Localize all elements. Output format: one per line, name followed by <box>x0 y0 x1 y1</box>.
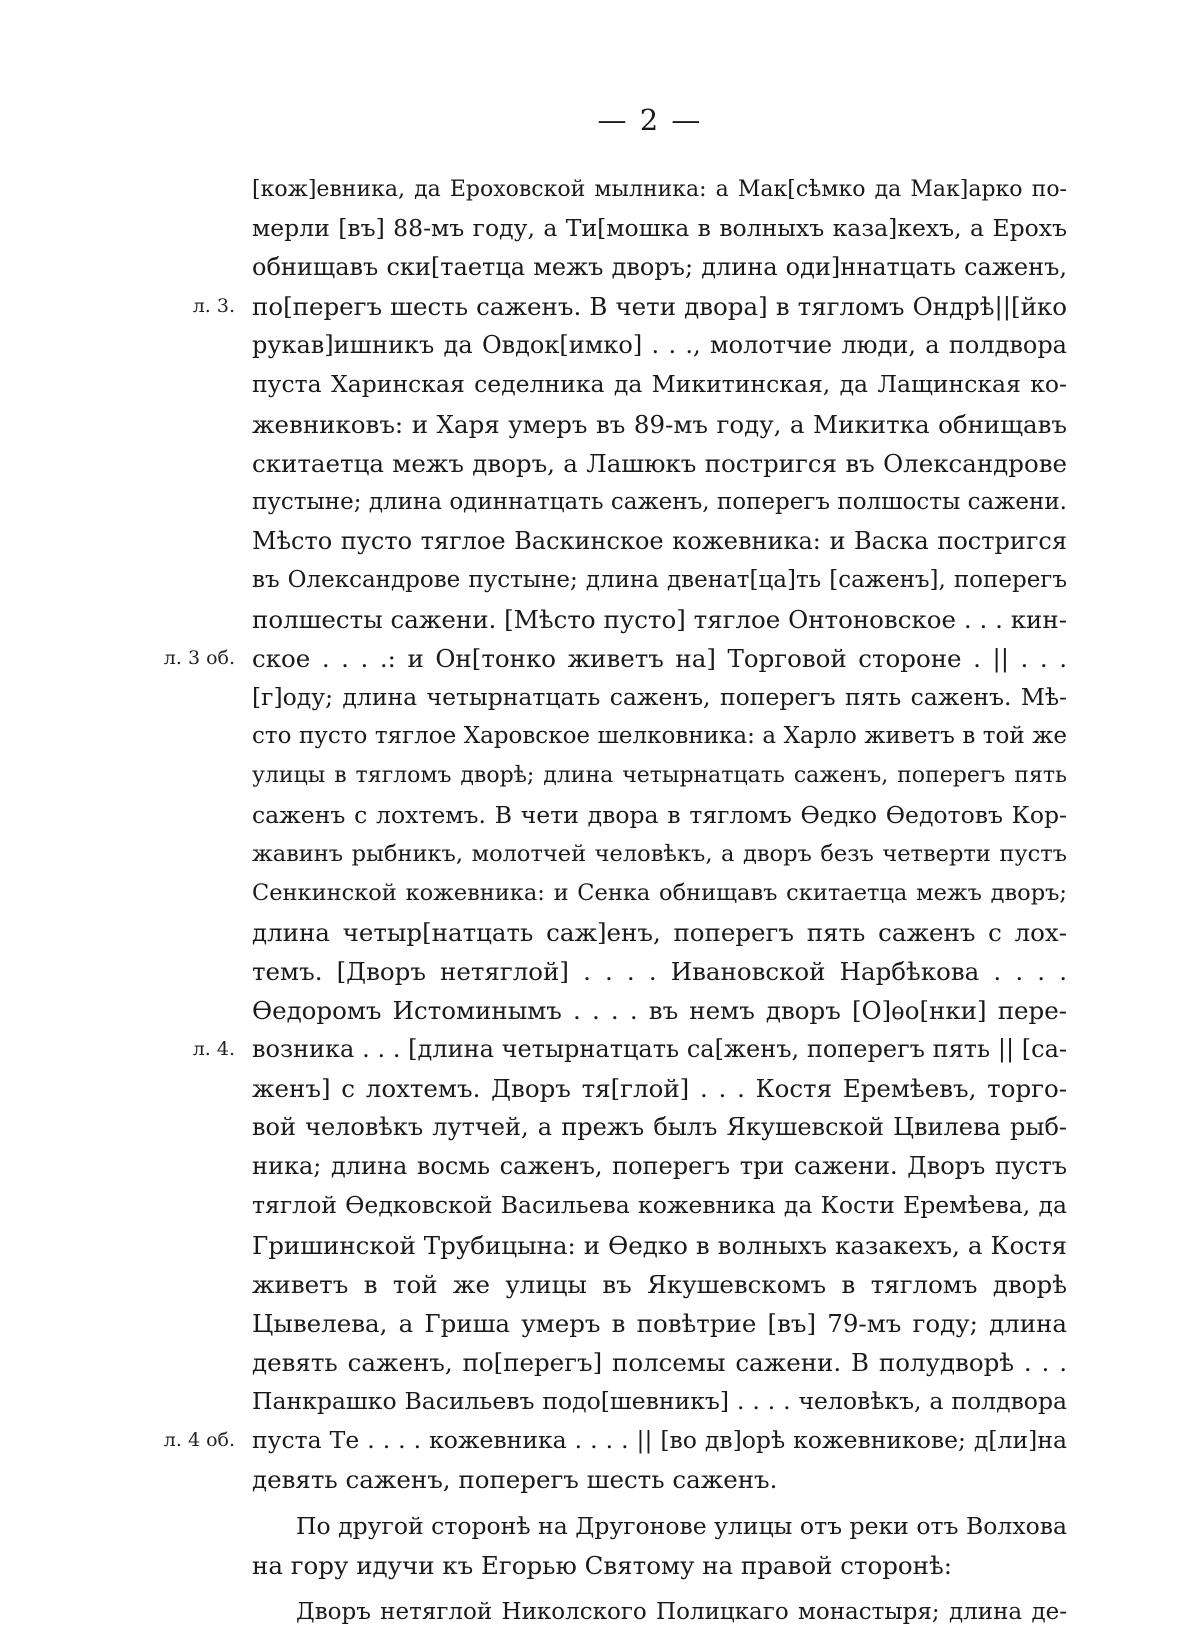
text-line <box>252 1343 1067 1382</box>
line-text: Дворъ нетяглой Николского Полицкаго монастыря; длина де- <box>296 1599 1067 1626</box>
text-line <box>163 1421 1067 1460</box>
line-text: улицы в тягломъ дворѣ; длина четырнатцать саженъ, поперегъ пять <box>252 763 1067 789</box>
text-line <box>252 600 1067 639</box>
line-text: пуста Харинская седелника да Микитинская, да Лащинская ко- <box>252 370 1067 399</box>
line-text: полшесты сажени. [Мѣсто пусто] тяглое Онтоновское . . . кин- <box>252 605 1067 635</box>
text-line <box>252 1593 1067 1632</box>
page-number: — 2 — <box>597 103 703 137</box>
text-line <box>252 444 1067 483</box>
text-line <box>252 365 1067 404</box>
text-line <box>252 1069 1067 1108</box>
text-line <box>252 1226 1067 1265</box>
text-line <box>252 756 1067 795</box>
text-line <box>252 561 1067 600</box>
text-line <box>252 717 1067 756</box>
line-text: [кож]евника, да Ероховской мылника: а Мак[сѣмко да Мак]арко по- <box>252 177 1067 202</box>
line-text: Цывелева, а Гриша умеръ в повѣтрие [въ] 79-мъ году; длина <box>252 1308 1067 1338</box>
line-text: жавинъ рыбникъ, молотчей человѣкъ, а дворъ безъ четверти пустъ <box>252 840 1067 867</box>
line-text: [г]оду; длина четырнатцать саженъ, поперегъ пять саженъ. Мѣ- <box>252 683 1067 712</box>
line-text: на гору идучи къ Егорью Святому на правой сторонѣ: <box>252 1551 953 1581</box>
text-line <box>252 522 1067 561</box>
line-text: пустыне; длина одиннатцать саженъ, поперегъ полшосты сажени. <box>252 488 1067 515</box>
line-text: по[перегъ шесть саженъ. В чети двора] в тягломъ Ондрѣ||[йко <box>252 292 1067 322</box>
text-line <box>252 991 1067 1030</box>
text-line <box>252 1265 1067 1304</box>
line-text: сто пусто тяглое Харовское шелковника: а Харло живетъ в той же <box>252 723 1067 750</box>
text-line <box>163 639 1067 678</box>
line-text: Панкрашко Васильевъ подо[шевникъ] . . . . человѣкъ, а полдвора <box>252 1386 1067 1415</box>
line-text: девять саженъ, по[перегъ] полсемы сажени. В полудворѣ . . . <box>252 1347 1067 1377</box>
line-text: жевниковъ: и Харя умеръ въ 89-мъ году, а Микитка обнищавъ <box>252 409 1067 439</box>
line-text: мерли [въ] 88-мъ году, а Ти[мошка в волныхъ каза]кехъ, а Ерохъ <box>252 214 1067 243</box>
folio-note: л. 4. <box>192 1038 235 1061</box>
line-text: саженъ с лохтемъ. В чети двора в тягломъ Ѳедко Ѳедотовъ Кор- <box>252 800 1067 829</box>
text-line <box>252 913 1067 952</box>
text-line <box>252 405 1067 444</box>
line-text: живетъ в той же улицы въ Якушевскомъ в тягломъ дворѣ <box>252 1269 1067 1299</box>
line-text: Гришинской Трубицына: и Ѳедко в волныхъ казакехъ, а Костя <box>252 1230 1067 1260</box>
line-text: темъ. [Дворъ нетяглой] . . . . Ивановской Нарбѣкова . . . . <box>252 956 1067 986</box>
text-line <box>252 952 1067 991</box>
text-line <box>252 248 1067 287</box>
folio-note: л. 3. <box>192 295 235 318</box>
line-text: тяглой Ѳедковской Васильева кожевника да Кости Еремѣева, да <box>252 1191 1067 1220</box>
text-line <box>252 1108 1067 1147</box>
text-line <box>252 678 1067 717</box>
line-text: пуста Те . . . . кожевника . . . . || [во дв]орѣ кожевникове; д[ли]на <box>252 1426 1067 1454</box>
text-line <box>252 483 1067 522</box>
text-line <box>252 1147 1067 1186</box>
text-line <box>252 1304 1067 1343</box>
line-text: длина четыр[натцать саж]енъ, поперегъ пять саженъ с лох- <box>252 917 1067 947</box>
text-line <box>252 1382 1067 1421</box>
line-text: женъ] с лохтемъ. Дворъ тя[глой] . . . Костя Еремѣевъ, торго- <box>252 1074 1067 1104</box>
folio-note: л. 4 об. <box>163 1429 235 1451</box>
text-line <box>252 209 1067 248</box>
line-text: Мѣсто пусто тяглое Васкинское кожевника: и Васка постригся <box>252 526 1067 555</box>
line-text: рукав]ишникъ да Овдок[имко] . . ., молотчие люди, а полдвора <box>252 331 1067 360</box>
line-text: ника; длина восмь саженъ, поперегъ три сажени. Дворъ пустъ <box>252 1152 1067 1181</box>
line-text: обнищавъ ски[таетца межъ дворъ; длина оди]ннатцать саженъ, <box>252 253 1067 282</box>
text-line <box>252 1460 1067 1499</box>
line-text: скитаетца межъ дворъ, а Лашюкъ постригся въ Олександрове <box>252 448 1067 478</box>
text-line <box>252 1186 1067 1225</box>
text-line <box>252 1546 1067 1585</box>
text-line <box>192 1030 1067 1069</box>
text-line <box>252 796 1067 835</box>
line-text: возника . . . [длина четырнатцать са[женъ, поперегъ пять || [са- <box>252 1035 1067 1064</box>
text-line <box>252 1507 1067 1546</box>
text-line <box>192 287 1067 326</box>
line-text: Ѳедоромъ Истоминымъ . . . . въ немъ дворъ [О]ѳо[нки] пере- <box>252 995 1067 1025</box>
line-text: Сенкинской кожевника: и Сенка обнищавъ скитаетца межъ дворъ; <box>252 879 1067 906</box>
line-text: По другой сторонѣ на Другонове улицы отъ реки отъ Волхова <box>296 1512 1067 1541</box>
text-line <box>252 170 1067 209</box>
text-body <box>163 170 1067 1632</box>
text-line <box>252 835 1067 874</box>
line-text: въ Олександрове пустыне; длина двенат[ца]ть [саженъ], поперегъ <box>252 566 1067 593</box>
folio-note: л. 3 об. <box>163 647 235 670</box>
line-text: ское . . . .: и Он[тонко живетъ на] Торговой стороне . || . . . <box>252 644 1067 674</box>
line-text: вой человѣкъ лутчей, а прежъ былъ Якушевской Цвилева рыб- <box>252 1113 1067 1142</box>
line-text: девять саженъ, поперегъ шесть саженъ. <box>252 1465 778 1495</box>
text-line <box>252 874 1067 913</box>
text-line <box>252 326 1067 365</box>
